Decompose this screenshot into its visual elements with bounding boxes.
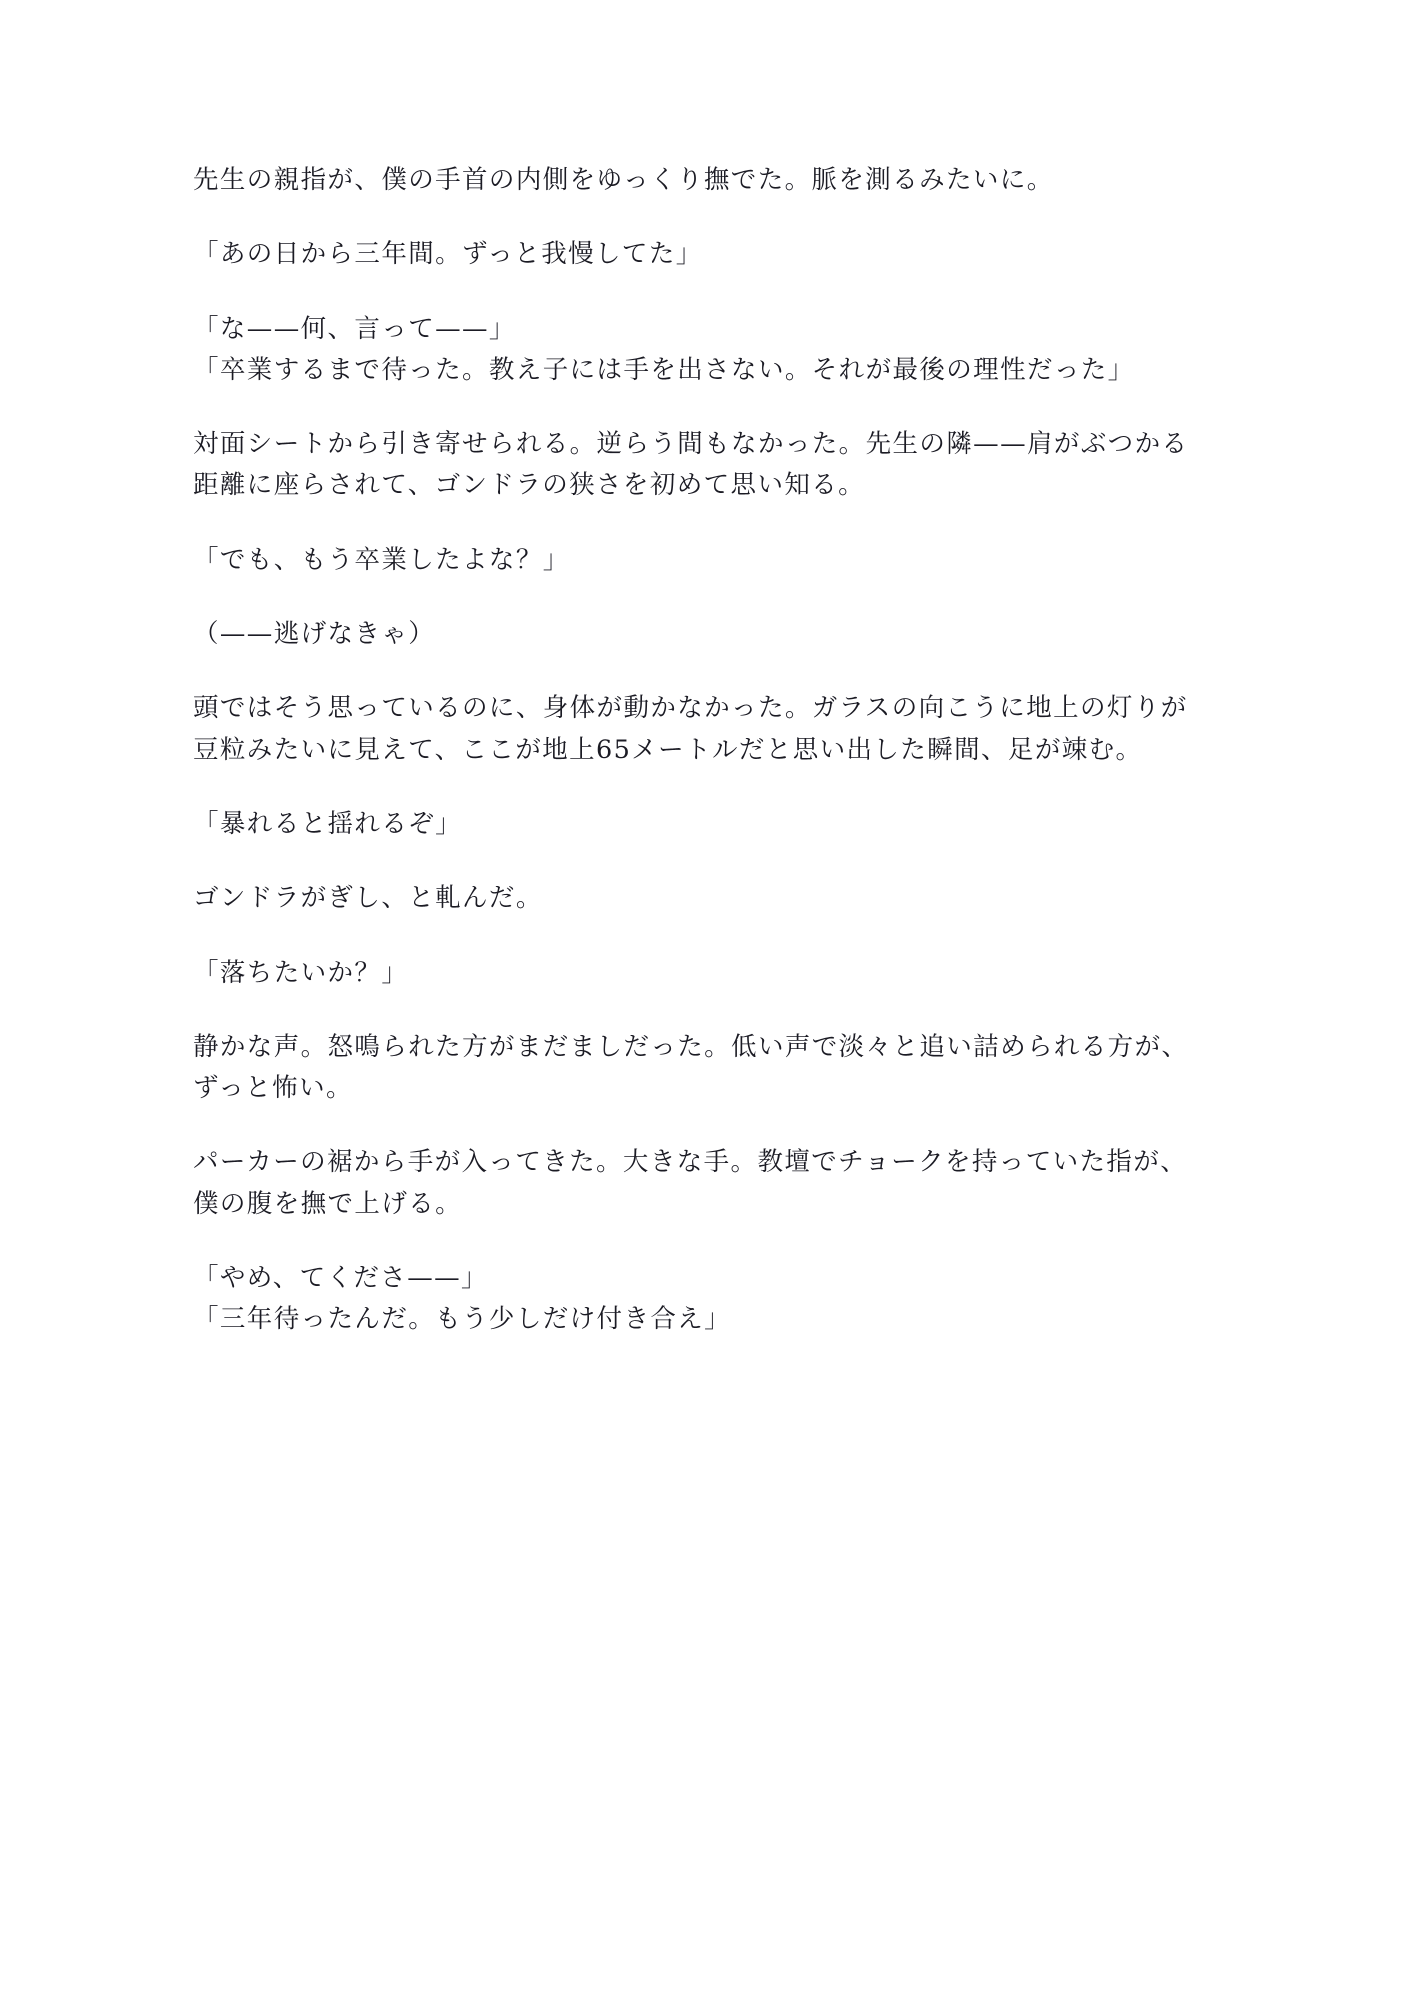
paragraph: （——逃げなきゃ）	[193, 619, 436, 650]
paragraph: 「卒業するまで待った。教え子には手を出さない。それが最後の理性だった」	[193, 354, 1135, 385]
paragraph: ゴンドラがぎし、と軋んだ。	[193, 883, 543, 914]
paragraph: 「でも、もう卒業したよな？」	[193, 544, 570, 575]
paragraph: パーカーの裾から手が入ってきた。大きな手。教壇でチョークを持っていた指が、僕の腹を撫で上げる。	[193, 1147, 1188, 1219]
paragraph: 「落ちたいか？」	[193, 957, 409, 988]
paragraph: 「暴れると揺れるぞ」	[193, 808, 463, 839]
paragraph: 静かな声。怒鳴られた方がまだましだった。低い声で淡々と追い詰められる方が、ずっと怖い。	[193, 1031, 1189, 1104]
paragraph: 頭ではそう思っているのに、身体が動かなかった。ガラスの向こうに地上の灯りが豆粒みたいに見えて、ここが地上65メートルだと思い出した瞬間、足が竦む。	[193, 693, 1188, 765]
paragraph: 対面シートから引き寄せられる。逆らう間もなかった。先生の隣——肩がぶつかる距離に座らされて、ゴンドラの狭さを初めて思い知る。	[193, 429, 1189, 501]
paragraph: 「な——何、言って——」	[193, 313, 516, 344]
paragraph: 「三年待ったんだ。もう少しだけ付き合え」	[193, 1304, 732, 1335]
paragraph: 先生の親指が、僕の手首の内側をゆっくり撫でた。脈を測るみたいに。	[193, 165, 1054, 195]
paragraph: 「やめ、てくださ——」	[193, 1263, 488, 1294]
paragraph: 「あの日から三年間。ずっと我慢してた」	[193, 239, 703, 270]
document-body	[193, 160, 1193, 1341]
